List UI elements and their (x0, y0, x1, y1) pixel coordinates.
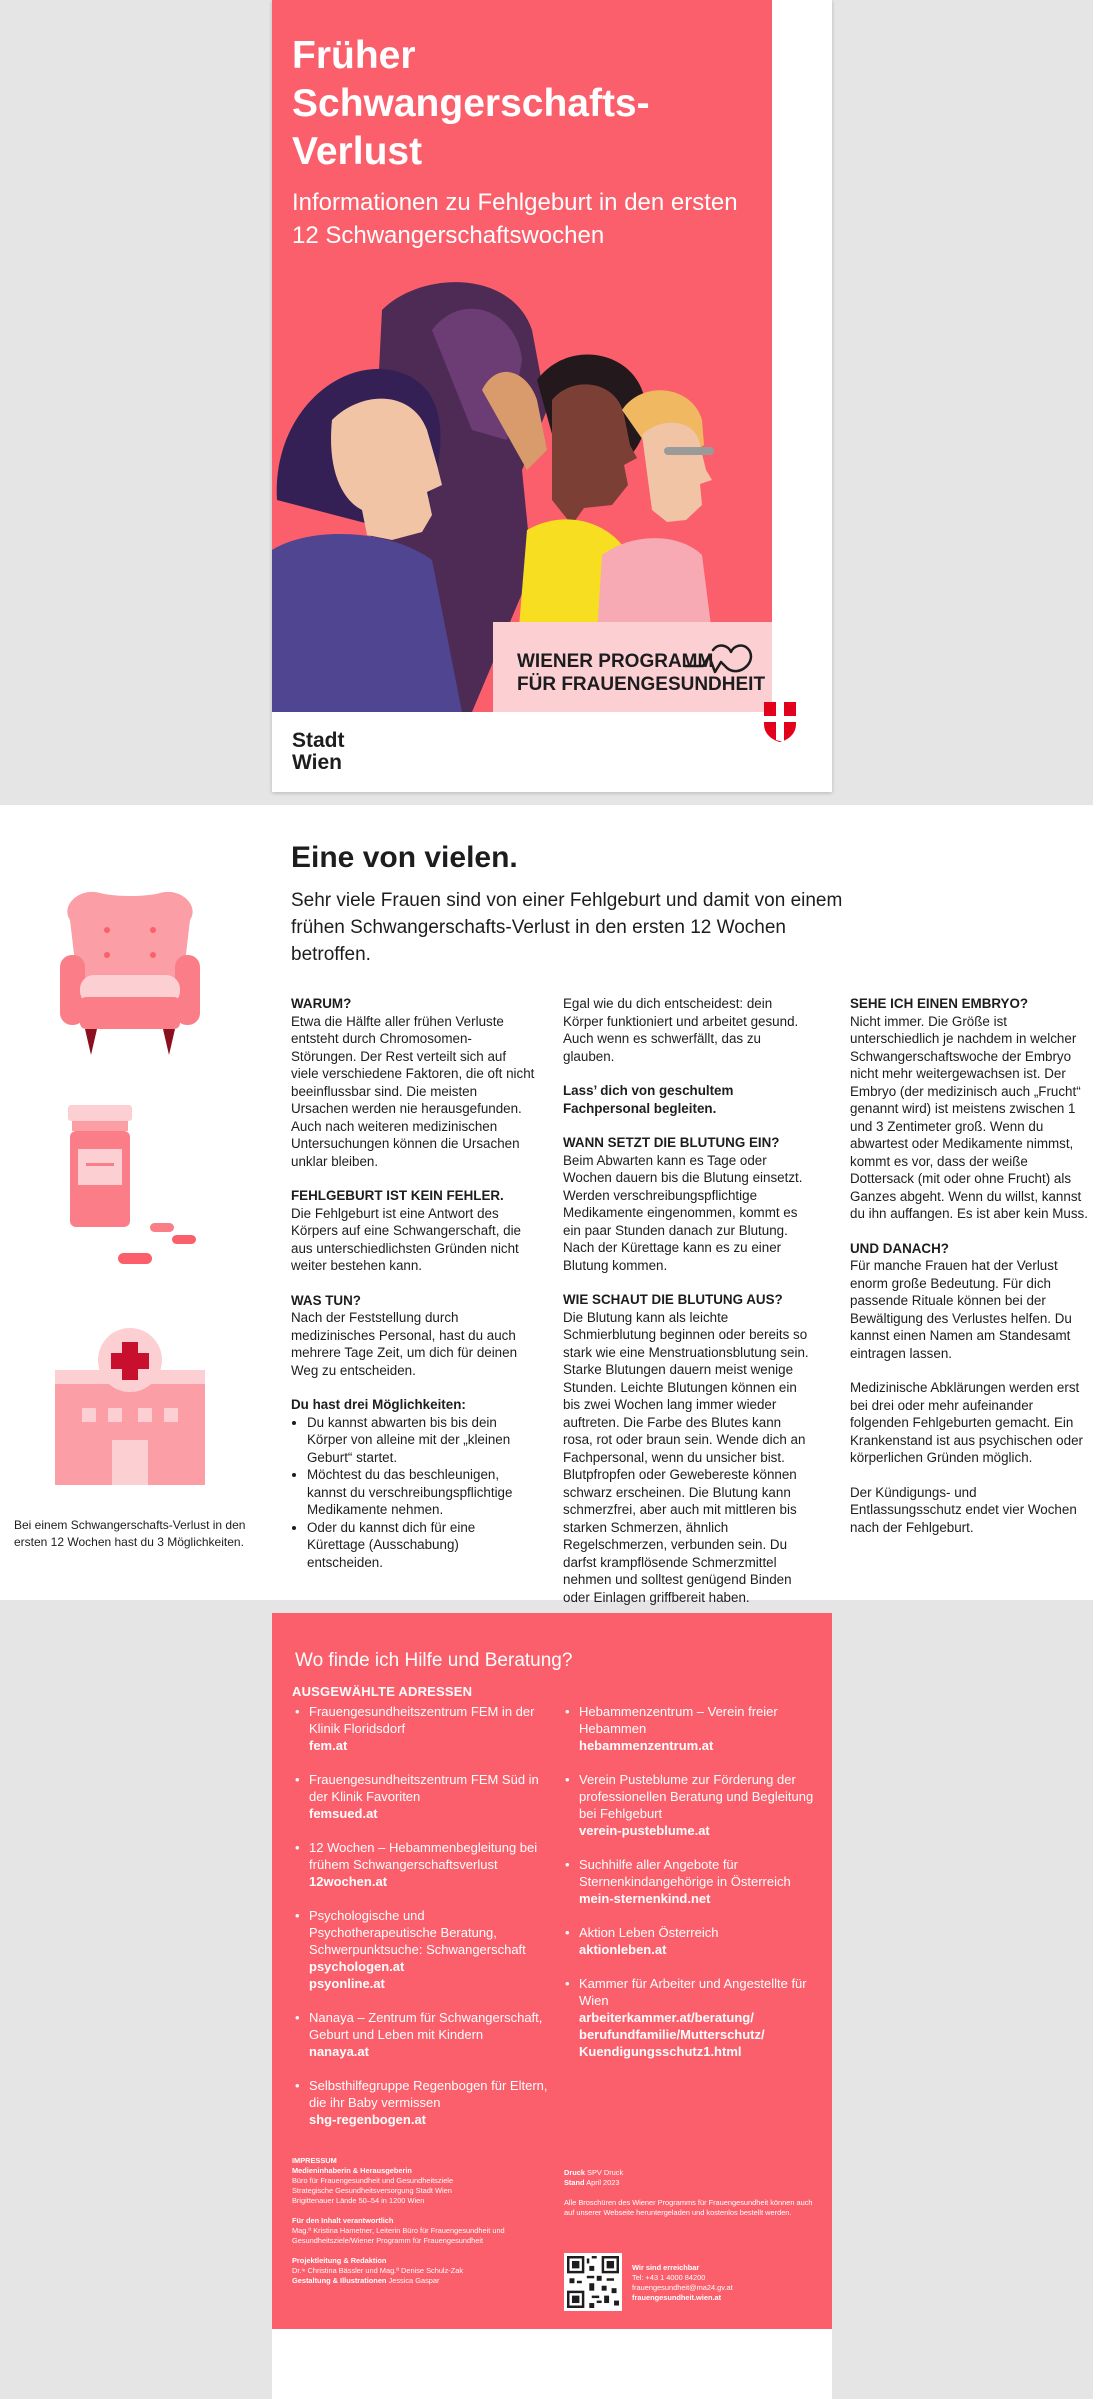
design-line: Jessica Gaspar (388, 2276, 440, 2285)
address-text: Nanaya – Zentrum für Schwangerschaft, Geburt und Leben mit Kindern (309, 2010, 543, 2042)
cover-title: Früher Schwangerschafts-Verlust (292, 34, 650, 173)
vienna-coat-of-arms-icon (762, 702, 798, 742)
column-2 (563, 995, 811, 1623)
project-heading: Projektleitung & Redaktion (292, 2256, 387, 2265)
contact-phone[interactable]: Tel: +43 1 4000 84200 (632, 2273, 706, 2282)
pill-bottle-illustration (60, 1105, 200, 1265)
cover-page (272, 0, 832, 792)
list-item (562, 1771, 817, 1839)
stand-value: April 2023 (586, 2178, 620, 2187)
address-text: Hebammenzentrum – Verein freier Hebammen (579, 1704, 778, 1736)
list-item: • Oder du kannst dich für eine Kürettage (Ausschabung) entscheiden. (307, 1519, 536, 1572)
heading-moeglichkeiten: Du hast drei Möglichkeiten: (291, 1397, 466, 1412)
help-subtitle: AUSGEWÄHLTE ADRESSEN (292, 1684, 473, 1699)
responsible-line: Gesundheitsziele/Wiener Programm für Frauengesundheit (292, 2236, 484, 2245)
heading-blutung-ein: WANN SETZT DIE BLUTUNG EIN? (563, 1135, 780, 1150)
design-heading: Gestaltung & Illustrationen (292, 2276, 387, 2285)
text-warum: Etwa die Hälfte aller frühen Verluste entsteht durch Chromosomen-Störungen. Der Rest verteilt sich auf viele verschiedene Faktoren, die oft nicht beeinflussbar sind. Die meisten Ursachen werden nie herausgefunden. Auch nach weiteren medizinischen Untersuchungen können die Ursachen unklar bleiben. (291, 1013, 535, 1169)
text-blutung-aus: Die Blutung kann als leichte Schmierblutung beginnen oder bereits so stark wie eine Menstruationsblutung sein. Starke Blutungen dauern meist wenige Stunden. Leichte Blutungen können ein bis zwei Wochen lang immer wieder auftreten. Die Farbe des Blutes kann rosa, rot oder braun sein. Wende dich an Fachpersonal, wenn du unsicher bist. Blutpfropfen oder Gewebereste können schwarz erscheinen. Die Blutung kann schmerzfrei, aber auch mit mittleren bis starken Schmerzen, ähnlich Regelschmerzen, verbunden sein. Du darfst krampflösende Schmerzmittel nehmen und solltest genügend Binden oder Einlagen griffbereit haben. (563, 1309, 809, 1605)
address-link[interactable]: 12wochen.at (309, 1874, 388, 1889)
address-text: 12 Wochen – Hebammenbegleitung bei frühem Schwangerschaftsverlust (309, 1840, 538, 1872)
list-item (292, 2077, 552, 2128)
city-logo-line-1: Stadt (292, 729, 345, 752)
list-item: • Möchtest du das beschleunigen, kannst du verschreibungspflichtige Medikamente nehmen. (307, 1466, 536, 1519)
address-text: Suchhilfe aller Angebote für Sternenkindangehörige in Österreich (579, 1857, 791, 1889)
program-line-1: WIENER PROGRAMM (517, 651, 714, 672)
column-1 (291, 995, 536, 1571)
address-text: Psychologische und Psychotherapeutische Beratung, Schwerpunktsuche: Schwangerschaft (309, 1908, 526, 1957)
text-blutung-ein: Beim Abwarten kann es Tage oder Wochen dauern bis die Blutung einsetzt. Werden verschreibungspflichtige Medikamente eingenommen, kommt es ein paar Stunden danach zur Blutung. Nach der Kürettage kann es zu einer Blutung kommen. (563, 1152, 803, 1273)
address-text: Aktion Leben Österreich (579, 1925, 719, 1940)
project-line: Dr.ⁱⁿ Christina Bässler und Mag.ª Denise Schulz-Zak (292, 2266, 464, 2275)
program-logo-box (493, 622, 772, 712)
impressum-left (292, 2156, 552, 2286)
print-value: SPV Druck (587, 2168, 624, 2177)
address-link[interactable]: verein-pusteblume.at (579, 1823, 710, 1838)
stand-heading: Stand (564, 2178, 585, 2187)
heading-blutung-aus: WIE SCHAUT DIE BLUTUNG AUS? (563, 1292, 783, 1307)
list-item (292, 2009, 552, 2060)
column-3 (850, 995, 1090, 1553)
address-text: Verein Pusteblume zur Förderung der professionellen Beratung und Begleitung bei Fehlgeburt (579, 1772, 814, 1821)
city-logo-line-2: Wien (292, 751, 342, 774)
contact-heading: Wir sind erreichbar (632, 2263, 700, 2272)
heading-danach: UND DANACH? (850, 1240, 949, 1256)
text-entscheidung: Egal wie du dich entscheidest: dein Körper funktioniert und arbeitet gesund. Auch wenn es schwerfällt, das zu glauben. (563, 996, 799, 1064)
text-fachpersonal: Lass’ dich von geschultem Fachpersonal begleiten. (563, 1083, 734, 1116)
address-link[interactable]: shg-regenbogen.at (309, 2112, 427, 2127)
text-danach: Für manche Frauen hat der Verlust enorm große Bedeutung. Für dich passende Rituale können bei der Bewältigung des Verlustes helfen. Du kannst einen Namen am Standesamt eintragen lassen. (850, 1258, 1072, 1361)
text-kuendigungsschutz: Der Kündigungs- und Entlassungsschutz endet vier Wochen nach der Fehlgeburt. (850, 1484, 1077, 1535)
impressum-heading: IMPRESSUM (292, 2156, 337, 2165)
heading-was-tun: WAS TUN? (291, 1292, 361, 1308)
address-text: Frauengesundheitszentrum FEM Süd in der Klinik Favoriten (309, 1772, 539, 1804)
help-red-panel (272, 1613, 832, 2329)
options-list (291, 1414, 536, 1572)
spread-intro: Sehr viele Frauen sind von einer Fehlgeburt und damit von einem frühen Schwangerschafts-Verlust in den ersten 12 Wochen betroffen. (291, 890, 843, 965)
print-heading: Druck (564, 2168, 585, 2177)
contact-website[interactable]: frauengesundheit.wien.at (632, 2293, 722, 2302)
list-item (292, 1907, 552, 1992)
heading-kein-fehler: FEHLGEBURT IST KEIN FEHLER. (291, 1188, 504, 1203)
list-item (562, 1975, 817, 2060)
list-item (292, 1703, 552, 1754)
spread-title: Eine von vielen. (291, 841, 518, 874)
text-abklaerung: Medizinische Abklärungen werden erst bei drei oder mehr aufeinander folgenden Fehlgeburten gemacht. Ein Krankenstand ist aus psychischen oder körperlichen Gründen möglich. (850, 1380, 1083, 1465)
contact-block (632, 2263, 733, 2303)
address-link[interactable]: hebammenzentrum.at (579, 1738, 714, 1753)
address-link[interactable]: fem.at (309, 1738, 348, 1753)
text-kein-fehler: Die Fehlgeburt ist eine Antwort des Körpers auf eine Schwangerschaft, die aus unterschiedlichsten Gründen nicht weiter bestehen kann. (291, 1205, 522, 1273)
cover-red-panel (272, 0, 772, 712)
address-link[interactable]: psyonline.at (309, 1976, 385, 1991)
address-list-left (292, 1703, 552, 2145)
qr-code-icon[interactable] (564, 2253, 622, 2311)
address-text: Frauengesundheitszentrum FEM in der Klinik Floridsdorf (309, 1704, 535, 1736)
text-embryo: Nicht immer. Die Größe ist unterschiedlich je nachdem in welcher Schwangerschaftswoche der Embryo nicht mehr weitergewachsen ist. Der Embryo (der medizinisch auch „Frucht“ genannt wird) ist meistens zwischen 1 und 3 Zentimeter groß. Wenn du abwartest oder Medikamente nimmst, kommt es vor, dass der weiße Dottersack (mit oder ohne Frucht) als Ganzes abgeht. Wenn du willst, kannst du ihn auffangen. Es ist aber kein Muss. (850, 1013, 1088, 1221)
list-item: • Du kannst abwarten bis bis dein Körper von alleine mit der „kleinen Geburt“ startet. (307, 1414, 536, 1467)
armchair-illustration (55, 885, 205, 1055)
responsible-heading: Für den Inhalt verantwortlich (292, 2216, 394, 2225)
address-link[interactable]: psychologen.at (309, 1959, 405, 1974)
address-link[interactable]: arbeiterkammer.at/beratung/ berufundfamilie/Mutterschutz/ Kuendigungsschutz1.html (579, 2010, 765, 2059)
address-text: Kammer für Arbeiter und Angestellte für Wien (579, 1976, 807, 2008)
help-title: Wo finde ich Hilfe und Beratung? (295, 1650, 573, 1671)
text-was-tun: Nach der Feststellung durch medizinisches Personal, hast du auch mehrere Tage Zeit, um dich für deinen Weg zu entscheiden. (291, 1310, 518, 1378)
owner-line: Brigittenauer Lände 50–54 in 1200 Wien (292, 2196, 425, 2205)
address-text: Selbsthilfegruppe Regenbogen für Eltern, die ihr Baby vermissen (309, 2078, 548, 2110)
address-link[interactable]: femsued.at (309, 1806, 378, 1821)
heading-warum: WARUM? (291, 996, 352, 1011)
contact-email[interactable]: frauengesundheit@ma24.gv.at (632, 2283, 733, 2292)
owner-line: Büro für Frauengesundheit und Gesundheitsziele (292, 2176, 454, 2185)
info-spread (0, 805, 1093, 1605)
responsible-line: Mag.ª Kristina Hametner, Leiterin Büro für Frauengesundheit und (292, 2226, 505, 2235)
list-item (562, 1924, 817, 1958)
list-item (562, 1856, 817, 1907)
address-list-right (562, 1703, 817, 2077)
list-item (292, 1771, 552, 1822)
owner-line: Strategische Gesundheitsversorgung Stadt Wien (292, 2186, 452, 2195)
stadt-wien-logo (292, 730, 345, 774)
address-link[interactable]: nanaya.at (309, 2044, 369, 2059)
list-item (292, 1839, 552, 1890)
impressum-right (564, 2168, 819, 2218)
heading-embryo: SEHE ICH EINEN EMBRYO? (850, 996, 1029, 1011)
brochure-note: Alle Broschüren des Wiener Programms für Frauengesundheit können auch auf unserer Webseite heruntergeladen und kostenlos bestellt werden. (564, 2198, 813, 2217)
program-line-2: FÜR FRAUENGESUNDHEIT (517, 674, 766, 695)
list-item (562, 1703, 817, 1754)
program-name (517, 650, 765, 696)
help-page (272, 1613, 832, 2399)
hospital-illustration (50, 1320, 220, 1490)
address-link[interactable]: mein-sternenkind.net (579, 1891, 711, 1906)
owner-heading: Medieninhaberin & Herausgeberin (292, 2166, 412, 2175)
address-link[interactable]: aktionleben.at (579, 1942, 667, 1957)
cover-subtitle: Informationen zu Fehlgeburt in den ersten 12 Schwangerschaftswochen (292, 189, 738, 249)
illustration-caption: Bei einem Schwangerschafts-Verlust in den ersten 12 Wochen hast du 3 Möglichkeiten. (14, 1518, 246, 1549)
